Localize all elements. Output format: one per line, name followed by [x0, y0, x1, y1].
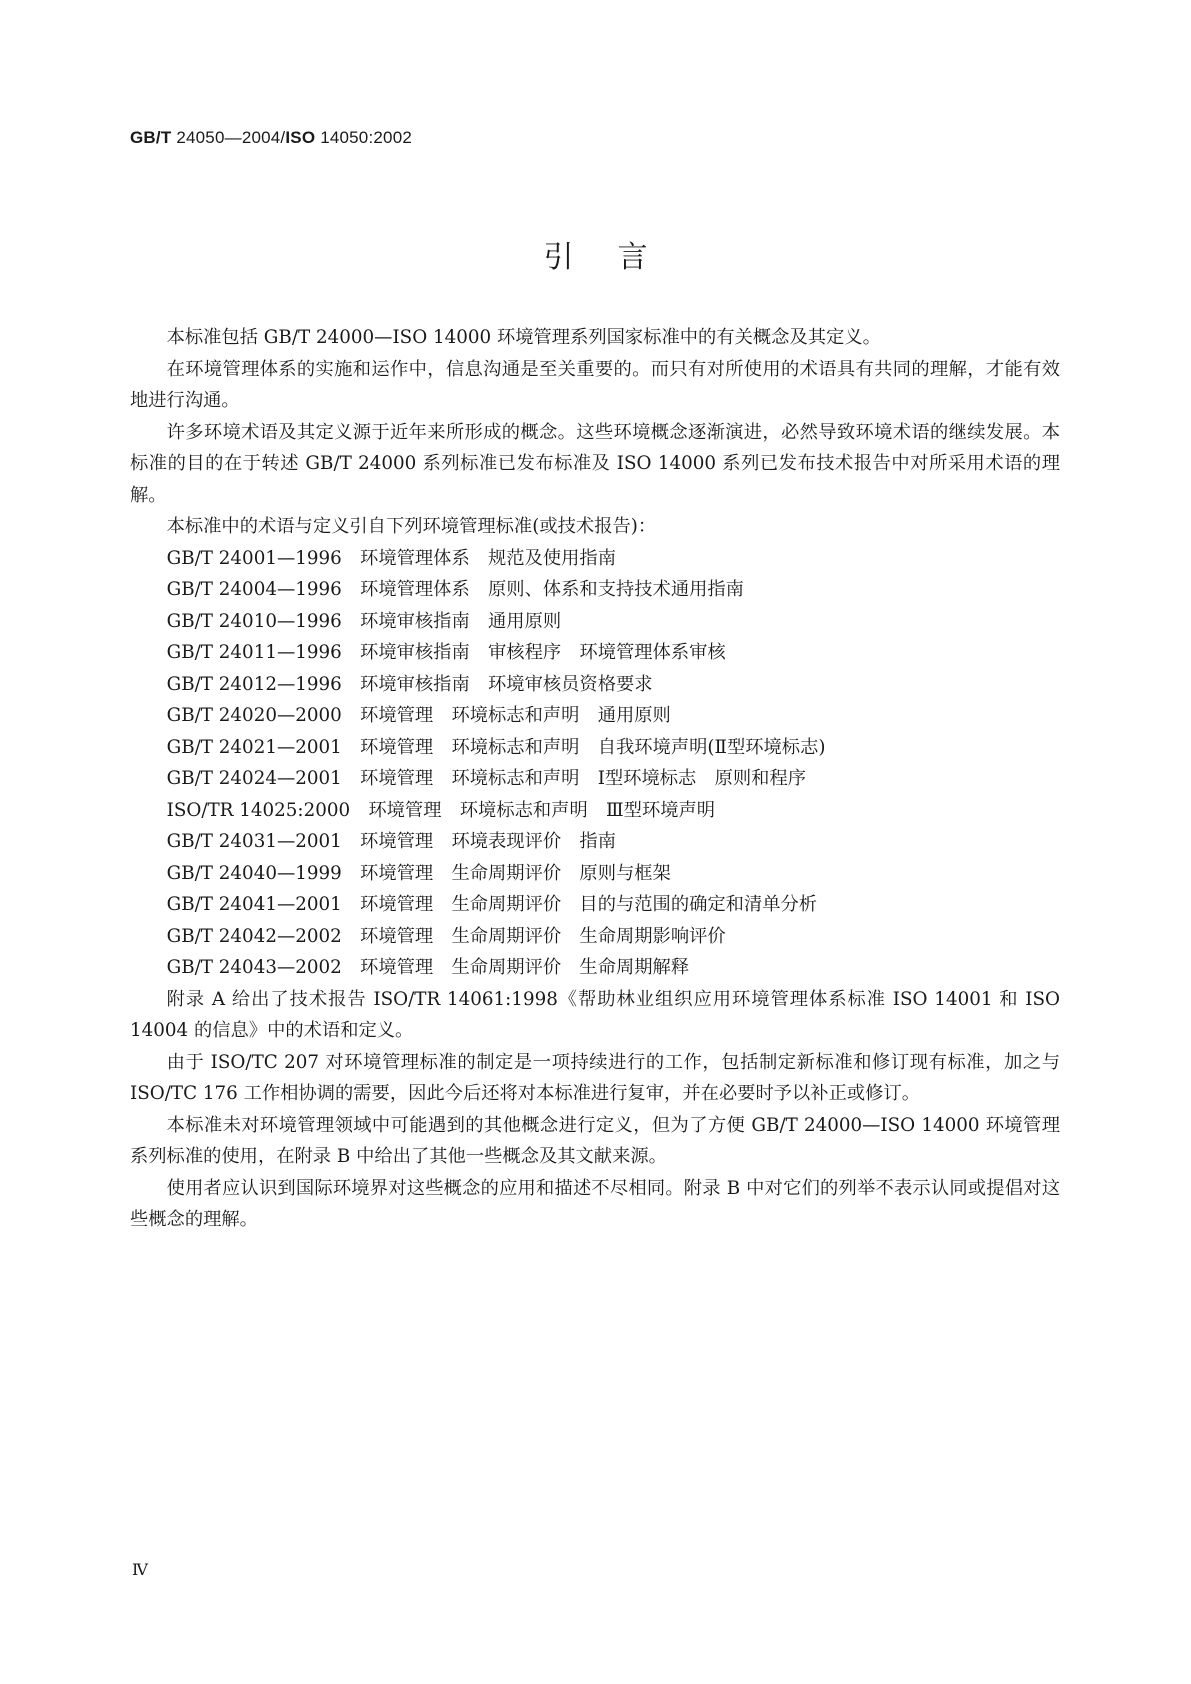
page-number: Ⅳ: [132, 1560, 148, 1579]
list-item: GB/T 24021—2001 环境管理 环境标志和声明 自我环境声明(Ⅱ型环境标志): [166, 736, 826, 758]
list-item: GB/T 24020—2000 环境管理 环境标志和声明 通用原则: [166, 705, 671, 726]
paragraph: 由于 ISO/TC 207 对环境管理标准的制定是一项持续进行的工作，包括制定新标准和修订现有标准，加之与 ISO/TC 176 工作相协调的需要，因此今后还将对本标准进行复审，并在必要时予以补正或修订。: [130, 1051, 1060, 1104]
list-item: GB/T 24012—1996 环境审核指南 环境审核员资格要求: [166, 673, 653, 695]
list-item: GB/T 24043—2002 环境管理 生命周期评价 生命周期解释: [166, 957, 690, 978]
document-body: [130, 322, 1060, 1236]
list-item: GB/T 24010—1996 环境审核指南 通用原则: [166, 610, 562, 632]
paragraph: 本标准包括 GB/T 24000—ISO 14000 环境管理系列国家标准中的有关概念及其定义。: [166, 327, 881, 348]
document-code-iso-number: 14050:2002: [315, 128, 413, 147]
paragraph: 附录 A 给出了技术报告 ISO/TR 14061:1998《帮助林业组织应用环境管理体系标准 ISO 14001 和 ISO 14004 的信息》中的术语和定义。: [130, 988, 1060, 1041]
list-item: ISO/TR 14025:2000 环境管理 环境标志和声明 Ⅲ型环境声明: [166, 799, 716, 821]
paragraph: 本标准中的术语与定义引自下列环境管理标准(或技术报告)：: [166, 516, 657, 537]
list-item: GB/T 24004—1996 环境管理体系 原则、体系和支持技术通用指南: [166, 579, 744, 600]
list-item: GB/T 24042—2002 环境管理 生命周期评价 生命周期影响评价: [166, 925, 726, 947]
paragraph: 使用者应认识到国际环境界对这些概念的应用和描述不尽相同。附录 B 中对它们的列举不表示认同或提倡对这些概念的理解。: [130, 1177, 1060, 1230]
list-item: GB/T 24031—2001 环境管理 环境表现评价 指南: [166, 831, 616, 852]
document-code-iso: ISO: [285, 128, 316, 147]
list-item: GB/T 24011—1996 环境审核指南 审核程序 环境管理体系审核: [166, 642, 726, 663]
list-item: GB/T 24040—1999 环境管理 生命周期评价 原则与框架: [166, 862, 671, 884]
paragraph: 在环境管理体系的实施和运作中，信息沟通是至关重要的。而只有对所使用的术语具有共同的理解，才能有效地进行沟通。: [130, 358, 1060, 411]
paragraph: 许多环境术语及其定义源于近年来所形成的概念。这些环境概念逐渐演进，必然导致环境术语的继续发展。本标准的目的在于转述 GB/T 24000 系列标准已发布标准及 ISO 14000 系列已发布技术报告中对所采用术语的理解。: [130, 421, 1060, 506]
list-item: GB/T 24024—2001 环境管理 环境标志和声明 Ⅰ型环境标志 原则和程序: [166, 768, 807, 789]
page-title: 引言: [543, 240, 692, 275]
document-code-gbt: GB/T: [130, 128, 172, 147]
list-item: GB/T 24041—2001 环境管理 生命周期评价 目的与范围的确定和清单分析: [166, 894, 818, 915]
list-item: GB/T 24001—1996 环境管理体系 规范及使用指南: [166, 547, 616, 569]
paragraph: 本标准未对环境管理领域中可能遇到的其他概念进行定义，但为了方便 GB/T 24000—ISO 14000 环境管理系列标准的使用，在附录 B 中给出了其他一些概念及其文献来源。: [130, 1114, 1060, 1167]
document-code-number: 24050—2004/: [171, 128, 286, 147]
referenced-standards-list: [130, 543, 1060, 984]
document-code: [130, 128, 412, 148]
